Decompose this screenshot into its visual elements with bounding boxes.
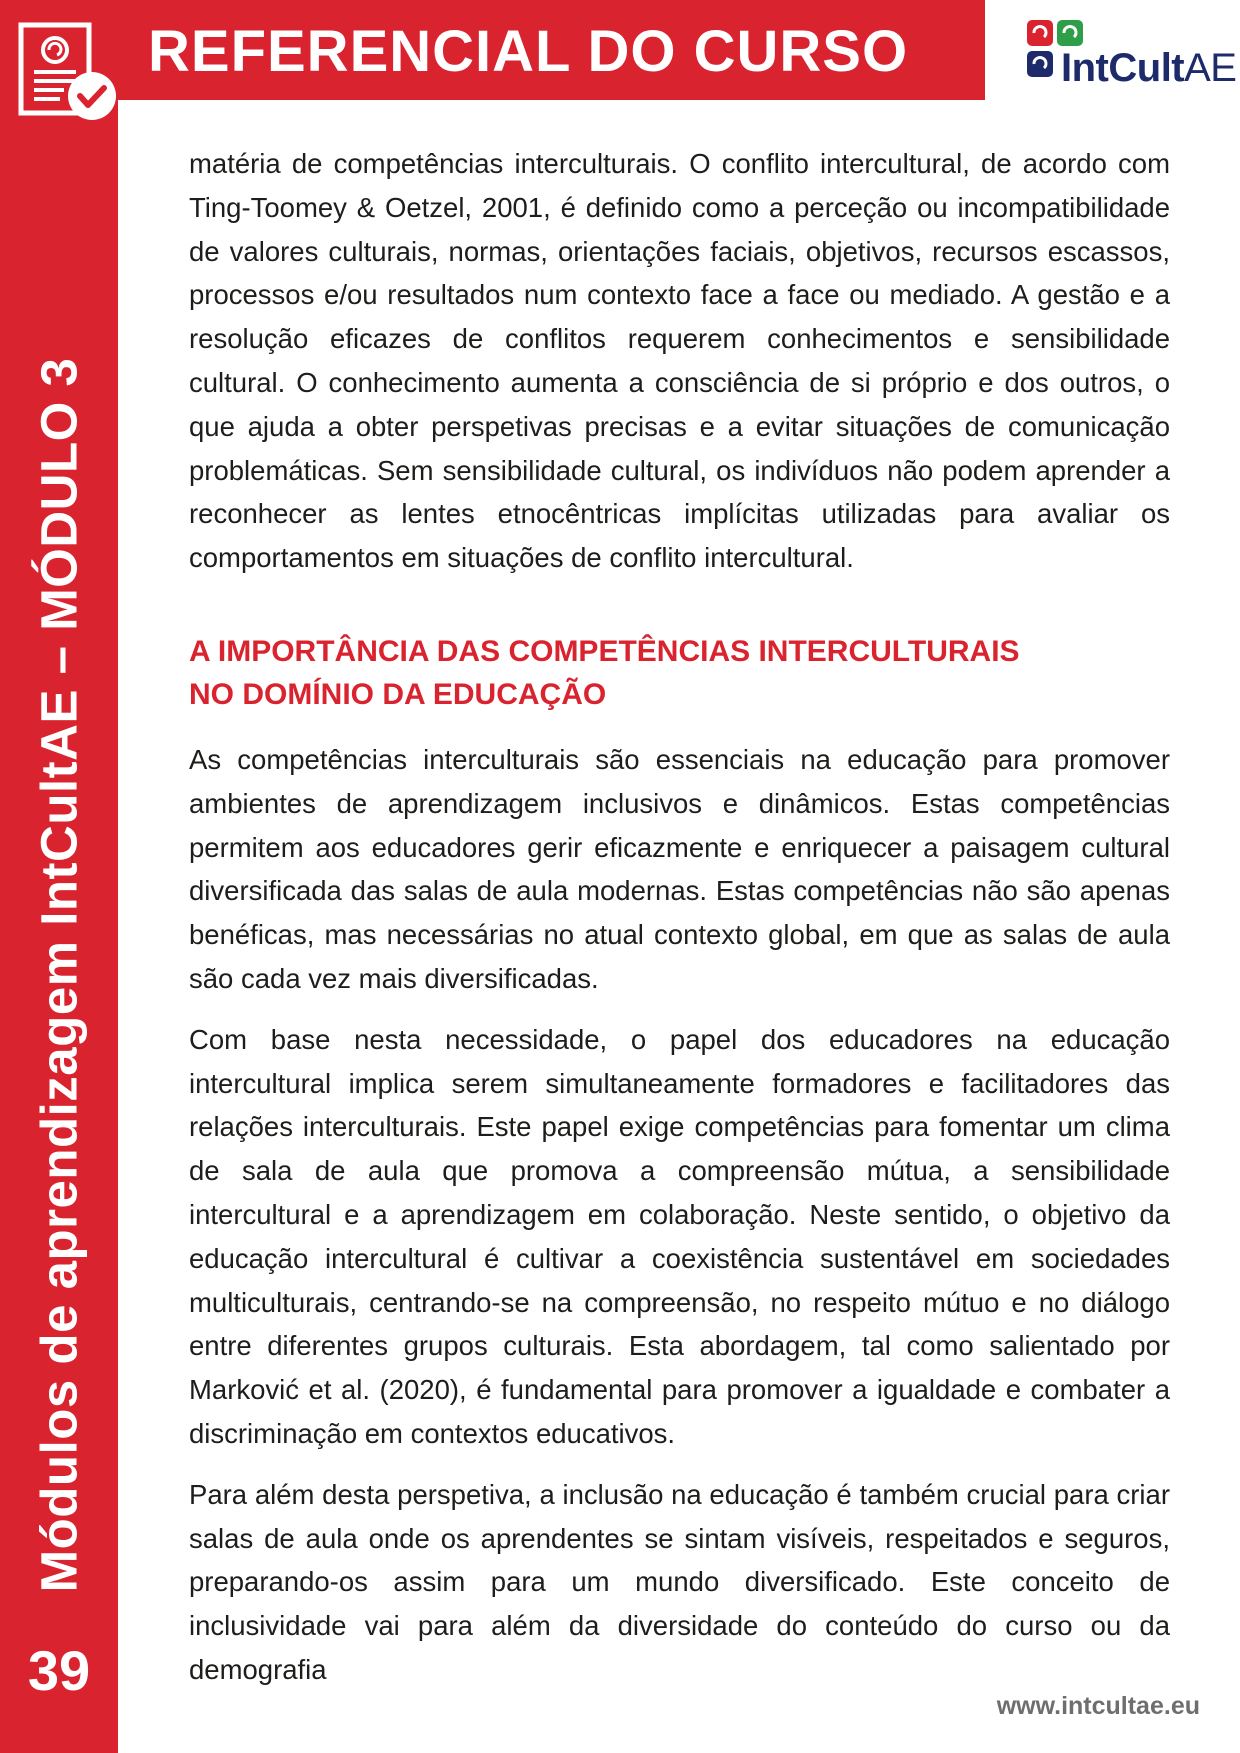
page-number: 39: [27, 1639, 91, 1702]
paragraph: As competências interculturais são essenciais na educação para promover ambientes de aprendizagem inclusivos e dinâmicos. Estas competências permitem aos educadores gerir eficazmente e enriquecer a paisagem cultural diversificada das salas de aula modernas. Estas competências não são apenas benéficas, mas necessárias no atual contexto global, em que as salas de aula são cada vez mais diversificadas.: [189, 743, 1170, 994]
logo-wordmark: [1061, 48, 1236, 88]
logo-text-light: AE: [1184, 46, 1237, 90]
logo-text-bold: IntCult: [1061, 46, 1185, 90]
sidebar: [0, 0, 118, 1753]
section-heading-line: A IMPORTÂNCIA DAS COMPETÊNCIAS INTERCULTURAIS: [189, 634, 1020, 668]
paragraph: matéria de competências interculturais. O conflito intercultural, de acordo com Ting-Toomey & Oetzel, 2001, é definido como a perceção ou incompatibilidade de valores culturais, normas, orientações faciais, objetivos, recursos escassos, processos e/ou resultados num contexto face a face ou mediado. A gestão e a resolução eficazes de conflitos requerem conhecimentos e sensibilidade cultural. O conhecimento aumenta a consciência de si próprio e dos outros, o que ajuda a obter perspetivas precisas e a evitar situações de comunicação problemáticas. Sem sensibilidade cultural, os indivíduos não podem aprender a reconhecer as lentes etnocêntricas implícitas utilizadas para avaliar os comportamentos em situações de conflito intercultural.: [189, 148, 1170, 574]
website-link[interactable]: www.intcultae.eu: [996, 1692, 1200, 1720]
paragraph: Com base nesta necessidade, o papel dos educadores na educação intercultural implica serem simultaneamente formadores e facilitadores das relações interculturais. Este papel exige competências para fomentar um clima de sala de aula que promova a compreensão mútua, a sensibilidade intercultural e a aprendizagem em colaboração. Neste sentido, o objetivo da educação intercultural é cultivar a coexistência sustentável em sociedades multiculturais, centrando-se na compreensão, no respeito mútuo e no diálogo entre diferentes grupos culturais. Esta abordagem, tal como salientado por Marković et al. (2020), é fundamental para promover a igualdade e combater a discriminação em contextos educativos.: [189, 1023, 1170, 1449]
page-title: REFERENCIAL DO CURSO: [148, 19, 909, 84]
section-heading-line: NO DOMÍNIO DA EDUCAÇÃO: [189, 677, 607, 711]
main-content: [189, 142, 1170, 1692]
section-heading: [189, 630, 1170, 716]
sidebar-module-label: Módulos de aprendizagem IntCultAE – MÓDULO 3: [30, 357, 88, 1593]
paragraph: Para além desta perspetiva, a inclusão na educação é também crucial para criar salas de aula onde os aprendentes se sintam visíveis, respeitados e seguros, preparando-os assim para um mundo diversificado. Este conceito de inclusividade vai para além da diversidade do conteúdo do curso ou da demografia: [189, 1478, 1170, 1685]
document-check-icon: [18, 22, 122, 126]
intcultae-logo: [1025, 18, 1237, 90]
